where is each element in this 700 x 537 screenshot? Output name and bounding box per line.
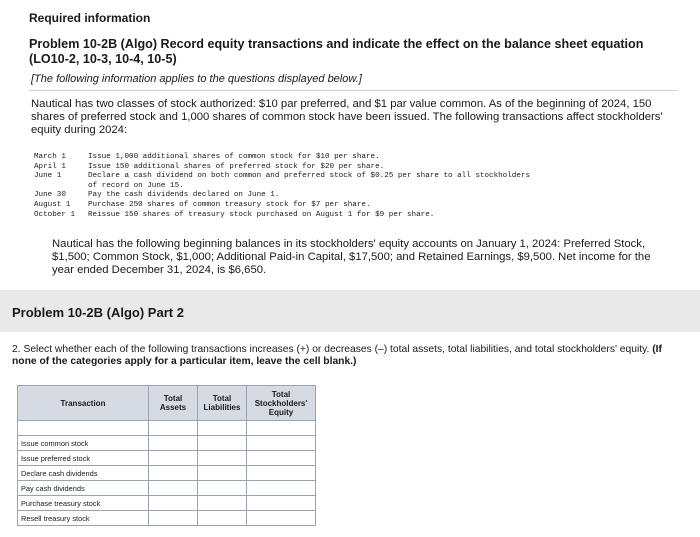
row-label: Issue preferred stock xyxy=(18,451,149,466)
transaction-line xyxy=(34,153,658,163)
transactions-list xyxy=(34,153,658,220)
table-spacer-row xyxy=(18,421,316,436)
table-row xyxy=(18,496,316,511)
required-info-heading: Required information xyxy=(29,11,151,25)
transaction-text: Declare a cash dividend on both common and preferred stock of $0.25 per share to all stockholders xyxy=(88,172,531,181)
header-total-equity xyxy=(247,386,316,421)
row-label: Resell treasury stock xyxy=(18,511,149,526)
table-header-row xyxy=(18,386,316,421)
transaction-text: of record on June 15. xyxy=(88,181,184,190)
question-text xyxy=(12,344,688,368)
liabilities-cell[interactable] xyxy=(198,481,247,496)
row-label: Issue common stock xyxy=(18,436,149,451)
table-row xyxy=(18,436,316,451)
transaction-date: June 1 xyxy=(34,172,62,181)
table-row xyxy=(18,451,316,466)
divider xyxy=(29,90,677,91)
transaction-date: October 1 xyxy=(34,210,76,219)
question-panel xyxy=(0,332,700,537)
transaction-line xyxy=(34,191,658,201)
header-total-assets-line2: Assets xyxy=(159,403,187,412)
question-instruction: (If none of the categories apply for a particular item, leave the cell blank.) xyxy=(12,344,662,367)
transaction-date: June 30 xyxy=(34,191,66,200)
beginning-balances-text: Nautical has the following beginning balances in its stockholders' equity accounts on January 1, 2024: Preferred Stock, $1,500; Common Stock, $1,000; Additional Paid-in Capital, $17,500; and Retained Earnings, $9,500. Net income for the year ended December 31, 2024, is $6,650. xyxy=(52,238,651,276)
header-total-liabilities xyxy=(198,386,247,421)
transaction-date: April 1 xyxy=(34,162,66,171)
table-row xyxy=(18,481,316,496)
equity-cell[interactable] xyxy=(247,511,316,526)
table-row xyxy=(18,466,316,481)
assets-cell[interactable] xyxy=(149,466,198,481)
header-total-equity-line3: Equity xyxy=(268,407,294,417)
question-main: 2. Select whether each of the following transactions increases (+) or decreases (–) total assets, total liabilities, and total stockholders' equity. xyxy=(12,344,650,355)
transaction-date xyxy=(34,182,88,192)
header-total-equity-line1: Total xyxy=(271,389,291,399)
transaction-date: August 1 xyxy=(34,200,71,209)
problem-title: Problem 10-2B (Algo) Record equity transactions and indicate the effect on the balance sheet equation (LO10-2, 10-3, 10-4, 10-5) xyxy=(29,37,644,66)
intro-text: Nautical has two classes of stock authorized: $10 par preferred, and $1 par value common. As of the beginning of 2024, 150 shares of preferred stock and 1,000 shares of common stock have been issued. The following transactions affect stockholders' equity during 2024: xyxy=(31,98,663,136)
row-label: Purchase treasury stock xyxy=(18,496,149,511)
transaction-text: Issue 150 additional shares of preferred stock for $20 per share. xyxy=(88,162,385,171)
transaction-line xyxy=(34,211,658,221)
liabilities-cell[interactable] xyxy=(198,436,247,451)
transaction-text: Issue 1,000 additional shares of common stock for $10 per share. xyxy=(88,153,380,161)
transaction-date: March 1 xyxy=(34,153,66,161)
liabilities-cell[interactable] xyxy=(198,511,247,526)
liabilities-cell[interactable] xyxy=(198,496,247,511)
liabilities-cell[interactable] xyxy=(198,466,247,481)
row-label: Pay cash dividends xyxy=(18,481,149,496)
assets-cell[interactable] xyxy=(149,481,198,496)
transaction-text: Pay the cash dividends declared on June 1. xyxy=(88,191,280,200)
transaction-line xyxy=(34,163,658,173)
part-title: Problem 10-2B (Algo) Part 2 xyxy=(12,305,184,320)
equity-cell[interactable] xyxy=(247,496,316,511)
table-row xyxy=(18,511,316,526)
assets-cell[interactable] xyxy=(149,436,198,451)
info-note: [The following information applies to the questions displayed below.] xyxy=(31,73,362,85)
equity-cell[interactable] xyxy=(247,451,316,466)
row-label: Declare cash dividends xyxy=(18,466,149,481)
transaction-text: Purchase 250 shares of common treasury stock for $7 per share. xyxy=(88,200,371,209)
equity-cell[interactable] xyxy=(247,481,316,496)
equity-cell[interactable] xyxy=(247,436,316,451)
transaction-line xyxy=(34,182,658,192)
header-total-assets xyxy=(149,386,198,421)
equity-cell[interactable] xyxy=(247,466,316,481)
transaction-line xyxy=(34,201,658,211)
header-transaction: Transaction xyxy=(18,386,149,421)
header-total-equity-line2: Stockholders' xyxy=(254,398,308,408)
header-total-assets-line1: Total xyxy=(163,394,183,403)
assets-cell[interactable] xyxy=(149,511,198,526)
header-total-liabilities-line1: Total xyxy=(212,394,232,403)
header-total-liabilities-line2: Liabilities xyxy=(203,403,241,412)
transaction-line xyxy=(34,172,658,182)
assets-cell[interactable] xyxy=(149,451,198,466)
liabilities-cell[interactable] xyxy=(198,451,247,466)
transaction-text: Reissue 150 shares of treasury stock purchased on August 1 for $9 per share. xyxy=(88,210,435,219)
assets-cell[interactable] xyxy=(149,496,198,511)
effects-table xyxy=(17,385,316,526)
